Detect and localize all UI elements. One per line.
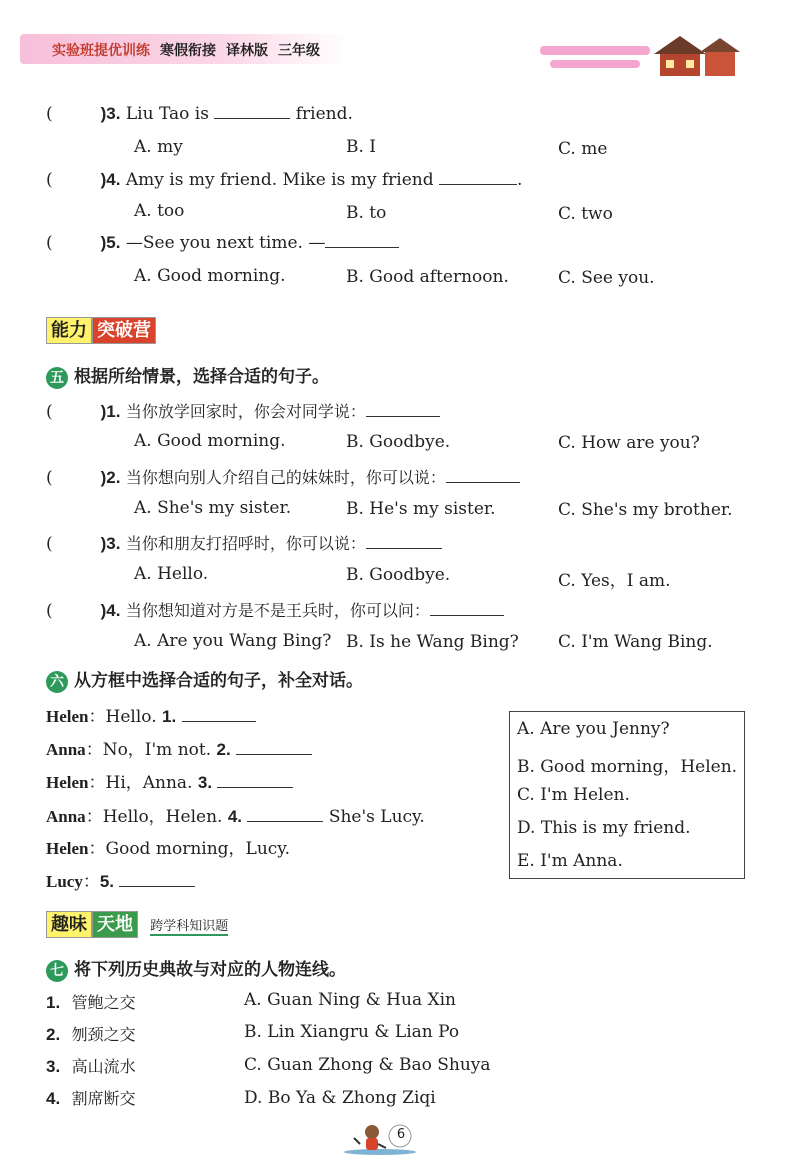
- speaker-colon: ：: [85, 740, 103, 760]
- option-c: C. See you.: [558, 268, 655, 288]
- section-heading-text: 将下列历史典故与对应的人物连线。: [74, 960, 346, 980]
- option-a: A. She's my sister.: [134, 498, 292, 518]
- answer-blank[interactable]: [214, 104, 290, 119]
- speaker-colon: ：: [88, 707, 106, 727]
- match-left-item[interactable]: [46, 990, 136, 1013]
- dialogue-text: Hello，Helen.: [102, 807, 223, 827]
- option-b: B. Goodbye.: [346, 565, 451, 585]
- question-number: )3.: [100, 534, 121, 553]
- speaker-name: Anna: [46, 807, 86, 826]
- question-text: Liu Tao is: [125, 104, 209, 124]
- option-a: A. Are you Wang Bing?: [134, 631, 332, 651]
- option-c: C. Yes，I am.: [558, 571, 671, 591]
- question-number: )3.: [100, 104, 121, 123]
- section-number-badge: 五: [46, 367, 68, 389]
- question-row: [46, 170, 522, 190]
- question-text: 当你想向别人介绍自己的妹妹时，你可以说：: [125, 468, 446, 487]
- item-text: 割席断交: [71, 1089, 136, 1108]
- item-number: 4.: [46, 1089, 61, 1108]
- question-text: 当你放学回家时，你会对同学说：: [125, 402, 366, 421]
- question-text: 当你和朋友打招呼时，你可以说：: [125, 534, 366, 553]
- header-title: [52, 40, 320, 60]
- option-c: C. How are you?: [558, 433, 700, 453]
- question-text-after: friend.: [295, 104, 353, 124]
- section-number-badge: 六: [46, 671, 68, 693]
- answer-paren[interactable]: (: [46, 170, 53, 190]
- section-heading-text: 根据所给情景，选择合适的句子。: [74, 367, 329, 387]
- box-option-d: D. This is my friend.: [517, 818, 691, 838]
- question-number: )5.: [100, 233, 121, 252]
- item-text: 高山流水: [71, 1057, 136, 1076]
- question-text: Amy is my friend. Mike is my friend: [125, 170, 434, 190]
- box-option-b: B. Good morning，Helen.: [517, 757, 738, 777]
- dialogue-line: [46, 768, 293, 793]
- banner-subtitle: 跨学科知识题: [150, 919, 229, 934]
- dialogue-text: No，I'm not.: [102, 740, 212, 760]
- question-number: )4.: [100, 601, 121, 620]
- match-right-item[interactable]: A. Guan Ning & Hua Xin: [244, 990, 456, 1010]
- speaker-name: Helen: [46, 773, 89, 792]
- question-number: )4.: [100, 170, 121, 189]
- banner-part-a: 能力: [46, 317, 92, 344]
- question-number: )2.: [100, 468, 121, 487]
- question-text: —See you next time. —: [125, 233, 326, 253]
- blank-number: 5.: [99, 872, 115, 891]
- match-left-item[interactable]: [46, 1086, 136, 1109]
- banner-part-b: 突破营: [92, 317, 156, 344]
- question-row: [46, 465, 520, 488]
- question-text: 当你想知道对方是不是王兵时，你可以问：: [125, 601, 430, 620]
- dialogue-text: Good morning，Lucy.: [105, 839, 291, 859]
- blank-number: 4.: [227, 807, 243, 826]
- blank-number: 3.: [197, 773, 213, 792]
- header-decoration: [540, 28, 740, 78]
- match-left-item[interactable]: [46, 1022, 136, 1045]
- section-banner-fun: [46, 910, 228, 936]
- question-row: [46, 531, 442, 554]
- option-a: A. Good morning.: [134, 431, 286, 451]
- answer-paren[interactable]: (: [46, 233, 53, 253]
- answer-blank[interactable]: [430, 601, 504, 616]
- option-a: A. Hello.: [134, 564, 209, 584]
- speaker-colon: ：: [82, 872, 100, 892]
- box-option-e: E. I'm Anna.: [517, 851, 623, 871]
- answer-paren[interactable]: (: [46, 601, 53, 621]
- dialogue-line: [46, 867, 195, 892]
- option-b: B. He's my sister.: [346, 499, 496, 519]
- section-7-heading: [46, 955, 346, 982]
- answer-paren[interactable]: (: [46, 468, 53, 488]
- section-number-badge: 七: [46, 960, 68, 982]
- option-c: C. me: [558, 139, 608, 159]
- option-b: B. Is he Wang Bing?: [346, 632, 519, 652]
- box-option-a: A. Are you Jenny?: [517, 719, 670, 739]
- header-part3: 三年级: [278, 43, 320, 59]
- option-b: B. I: [346, 137, 377, 157]
- answer-blank[interactable]: [366, 534, 442, 549]
- option-a: A. my: [134, 137, 183, 157]
- answer-blank[interactable]: [236, 740, 312, 755]
- speaker-name: Helen: [46, 839, 89, 858]
- banner-part-b: 天地: [92, 911, 138, 938]
- match-right-item[interactable]: B. Lin Xiangru & Lian Po: [244, 1022, 460, 1042]
- blank-number: 2.: [216, 740, 231, 759]
- banner-part-a: 趣味: [46, 911, 92, 938]
- question-row: [46, 598, 504, 621]
- answer-blank[interactable]: [247, 807, 323, 822]
- question-row: [46, 233, 399, 253]
- option-a: A. Good morning.: [134, 266, 286, 286]
- section-heading-text: 从方框中选择合适的句子，补全对话。: [74, 671, 363, 691]
- page-number: 6: [396, 1127, 406, 1142]
- item-number: 2.: [46, 1025, 61, 1044]
- answer-blank[interactable]: [366, 402, 440, 417]
- header-part2: 译林版: [226, 43, 268, 59]
- speaker-name: Anna: [46, 740, 86, 759]
- header-brand: 实验班提优训练: [52, 43, 150, 59]
- question-number: )1.: [100, 402, 121, 421]
- answer-paren[interactable]: (: [46, 402, 53, 422]
- answer-blank[interactable]: [217, 773, 293, 788]
- answer-blank[interactable]: [439, 170, 517, 185]
- speaker-colon: ：: [88, 773, 106, 793]
- speaker-name: Lucy: [46, 872, 83, 891]
- box-option-c: C. I'm Helen.: [517, 785, 630, 805]
- answer-blank[interactable]: [446, 468, 520, 483]
- dialogue-text: Hi，Anna.: [105, 773, 193, 793]
- option-c: C. She's my brother.: [558, 500, 733, 520]
- answer-blank[interactable]: [182, 707, 256, 722]
- section-6-heading: [46, 666, 363, 693]
- item-text: 管鲍之交: [71, 993, 136, 1012]
- option-b: B. Good afternoon.: [346, 267, 509, 287]
- question-row: [46, 399, 440, 422]
- option-c: C. two: [558, 204, 613, 224]
- match-left-item[interactable]: [46, 1054, 136, 1077]
- answer-paren[interactable]: (: [46, 104, 53, 124]
- dialogue-line: [46, 735, 312, 760]
- dialogue-text: Hello.: [105, 707, 157, 727]
- item-text: 刎颈之交: [71, 1025, 136, 1044]
- option-a: A. too: [134, 201, 185, 221]
- dialogue-text-after: She's Lucy.: [328, 807, 425, 827]
- item-number: 1.: [46, 993, 61, 1012]
- header-part1: 寒假衔接: [160, 43, 216, 59]
- speaker-colon: ：: [85, 807, 103, 827]
- dialogue-line: [46, 802, 425, 827]
- speaker-colon: ：: [88, 839, 106, 859]
- option-c: C. I'm Wang Bing.: [558, 632, 713, 652]
- option-b: B. to: [346, 203, 387, 223]
- item-number: 3.: [46, 1057, 61, 1076]
- dialogue-line: [46, 834, 290, 859]
- section-5-heading: [46, 362, 329, 389]
- speaker-name: Helen: [46, 707, 89, 726]
- match-right-item[interactable]: C. Guan Zhong & Bao Shuya: [244, 1055, 491, 1075]
- section-banner-ability: [46, 316, 156, 342]
- match-right-item[interactable]: D. Bo Ya & Zhong Ziqi: [244, 1088, 436, 1108]
- question-row: [46, 104, 353, 124]
- question-text-after: .: [517, 170, 523, 190]
- dialogue-line: [46, 702, 256, 727]
- answer-blank[interactable]: [325, 233, 399, 248]
- answer-blank[interactable]: [119, 872, 195, 887]
- option-b: B. Goodbye.: [346, 432, 451, 452]
- blank-number: 1.: [162, 707, 177, 726]
- answer-paren[interactable]: (: [46, 534, 53, 554]
